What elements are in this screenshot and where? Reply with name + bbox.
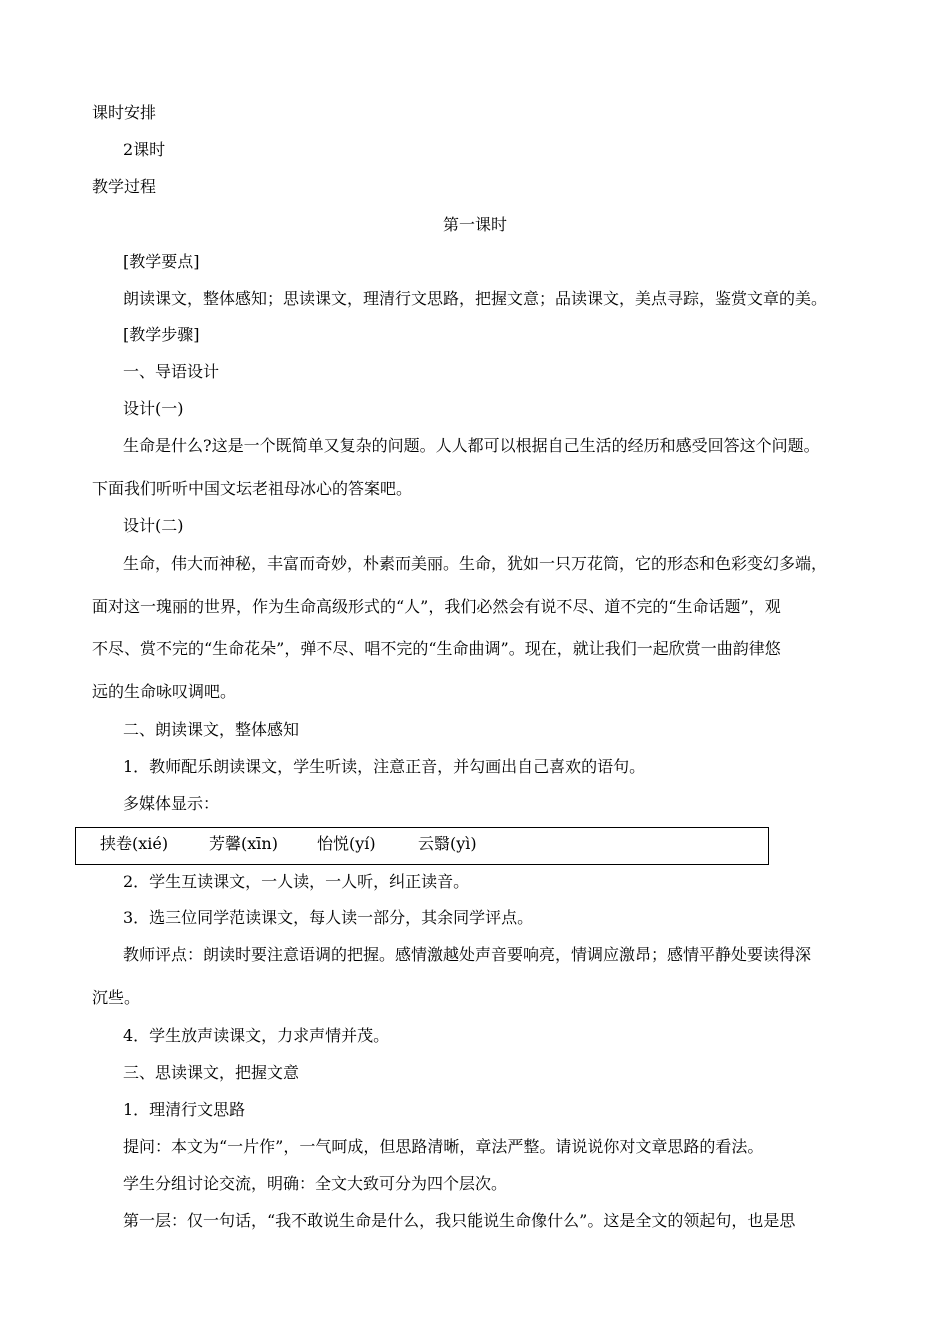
paragraph-line: 教师评点：朗读时要注意语调的把握。感情激越处声音要响亮，情调应激昂；感情平静处要读得深	[123, 945, 812, 964]
paragraph-line: 下面我们听听中国文坛老祖母冰心的答案吧。	[92, 479, 413, 498]
list-item: 2．学生互读课文，一人读，一人听，纠正读音。	[123, 872, 470, 891]
paragraph-line: 远的生命咏叹调吧。	[92, 682, 237, 701]
label-steps: [教学步骤]	[123, 325, 200, 344]
pinyin-item: 怡悦(yí)	[317, 834, 376, 853]
multimedia-label: 多媒体显示：	[123, 794, 220, 813]
heading-schedule: 课时安排	[92, 103, 157, 122]
paragraph-line: 不尽、赏不完的“生命花朵”，弹不尽、唱不完的“生命曲调”。现在，就让我们一起欣赏一曲韵律悠	[92, 639, 781, 658]
paragraph-line: 沉些。	[92, 988, 141, 1007]
heading-process: 教学过程	[92, 177, 157, 196]
list-item: 1．教师配乐朗读课文，学生听读，注意正音，并勾画出自己喜欢的语句。	[123, 757, 646, 776]
paragraph-line: 第一层：仅一句话，“我不敢说生命是什么，我只能说生命像什么”。这是全文的领起句，也是思	[123, 1211, 796, 1230]
paragraph-line: 面对这一瑰丽的世界，作为生命高级形式的“人”，我们必然会有说不尽、道不完的“生命话题”，观	[92, 597, 781, 616]
list-item: 4．学生放声读课文，力求声情并茂。	[123, 1026, 390, 1045]
pinyin-item: 芳馨(xīn)	[209, 834, 278, 853]
paragraph-line: 生命，伟大而神秘，丰富而奇妙，朴素而美丽。生命，犹如一只万花筒，它的形态和色彩变幻多端，	[123, 554, 828, 573]
pinyin-item: 挟卷(xié)	[100, 834, 169, 853]
pinyin-box	[75, 827, 769, 865]
design-1-label: 设计(一)	[123, 399, 184, 418]
schedule-value: 2课时	[123, 140, 166, 159]
pinyin-item: 云翳(yì)	[418, 834, 477, 853]
section-title: 第一课时	[442, 215, 507, 234]
key-points-text: 朗读课文，整体感知；思读课文，理清行文思路，把握文意；品读课文，美点寻踪，鉴赏文章的美。	[123, 289, 828, 308]
label-key-points: [教学要点]	[123, 252, 200, 271]
paragraph-line: 提问：本文为“一片作”，一气呵成，但思路清晰，章法严整。请说说你对文章思路的看法。	[123, 1137, 764, 1156]
design-2-label: 设计(二)	[123, 516, 184, 535]
list-item: 3．选三位同学范读课文，每人读一部分，其余同学评点。	[123, 908, 534, 927]
step-heading-2: 二、朗读课文，整体感知	[123, 720, 300, 739]
step-heading-3: 三、思读课文，把握文意	[123, 1063, 300, 1082]
paragraph-line: 生命是什么?这是一个既简单又复杂的问题。人人都可以根据自己生活的经历和感受回答这个问题。	[123, 436, 820, 455]
step-heading-1: 一、导语设计	[123, 362, 220, 381]
paragraph-line: 学生分组讨论交流，明确：全文大致可分为四个层次。	[123, 1174, 508, 1193]
list-item: 1．理清行文思路	[123, 1100, 246, 1119]
